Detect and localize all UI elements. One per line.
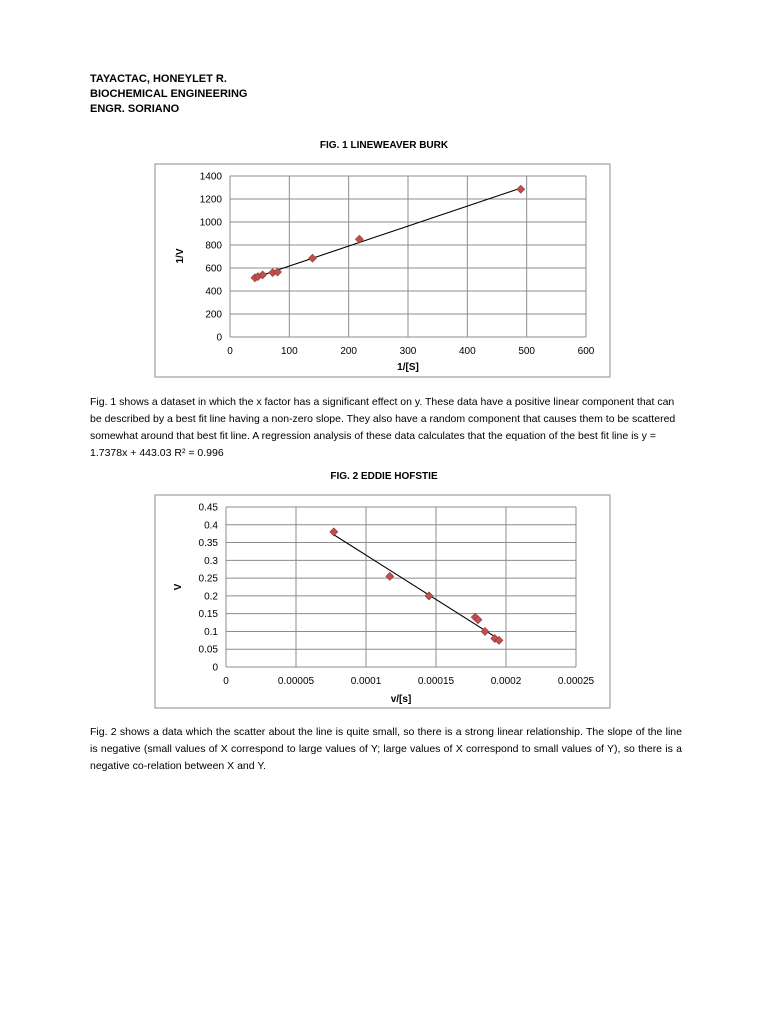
chart2-x-tick-label: 0.0002 — [490, 676, 522, 687]
chart1-x-tick-label: 200 — [340, 346, 358, 357]
chart1-x-tick-label: 600 — [577, 346, 595, 357]
chart2-y-tick-label: 0.35 — [198, 538, 218, 550]
chart2-x-tick-label: 0.00005 — [277, 676, 315, 687]
chart2-y-tick-label: 0.1 — [204, 626, 218, 638]
chart1-x-tick-label: 500 — [518, 346, 536, 357]
chart1-y-tick-label: 200 — [205, 309, 222, 321]
chart1-y-tick-label: 600 — [205, 263, 222, 275]
author-name: TAYACTAC, HONEYLET R. — [90, 73, 227, 85]
chart2-x-tick-label: 0.00015 — [417, 676, 455, 687]
chart2-y-tick-label: 0 — [212, 662, 218, 674]
chart1-y-tick-label: 0 — [216, 332, 222, 344]
chart2-y-tick-label: 0.2 — [204, 591, 218, 603]
fig2-title: FIG. 2 EDDIE HOFSTIE — [330, 471, 438, 482]
chart2-x-tick-label: 0.00025 — [557, 676, 595, 687]
chart1-y-tick-label: 400 — [205, 286, 222, 298]
chart2-y-axis-title: V — [173, 583, 184, 591]
chart1-y-tick-label: 1000 — [199, 217, 222, 229]
chart2-x-tick-label: 0 — [223, 676, 229, 687]
chart2-y-tick-label: 0.05 — [198, 644, 218, 656]
fig2-paragraph: Fig. 2 shows a data which the scatter about the line is quite small, so there is a strong linear relationship. The slope of the line is negative (small values of X correspond to large values of Y; large values of X correspond to small values of Y), so there is a negative co-relation between X and Y. — [90, 726, 682, 772]
chart1-frame — [155, 164, 610, 377]
chart2-y-tick-label: 0.3 — [204, 555, 218, 567]
chart2-x-tick-label: 0.0001 — [350, 676, 382, 687]
chart1-y-tick-label: 800 — [205, 240, 222, 252]
chart1-y-tick-label: 1200 — [199, 194, 222, 206]
chart2-y-tick-label: 0.15 — [198, 609, 218, 621]
program-name: BIOCHEMICAL ENGINEERING — [90, 88, 248, 100]
instructor-name: ENGR. SORIANO — [90, 103, 180, 115]
chart1-y-tick-label: 1400 — [199, 171, 222, 183]
chart1-x-axis-title: 1/[S] — [397, 362, 419, 373]
chart2-y-tick-label: 0.4 — [204, 520, 218, 532]
chart1-x-tick-label: 0 — [227, 346, 233, 357]
chart1-x-tick-label: 100 — [280, 346, 298, 357]
fig1-paragraph: Fig. 1 shows a dataset in which the x factor has a significant effect on y. These data have a positive linear component that can be described by a best fit line having a non-zero slope. They also have a random component that causes them to be scattered somewhat around that best fit line. A regression analysis of these data calculates that the equation of the best fit line is y = 1.7378x + 443.03 R² = 0.996 — [90, 396, 676, 459]
chart2-y-tick-label: 0.25 — [198, 573, 218, 585]
chart1-x-tick-label: 300 — [399, 346, 417, 357]
chart1-y-axis-title: 1/V — [175, 248, 186, 264]
fig1-title: FIG. 1 LINEWEAVER BURK — [319, 140, 449, 151]
chart1-x-tick-label: 400 — [458, 346, 476, 357]
chart2-y-tick-label: 0.45 — [198, 502, 218, 514]
chart2-x-axis-title: v/[s] — [390, 694, 412, 705]
